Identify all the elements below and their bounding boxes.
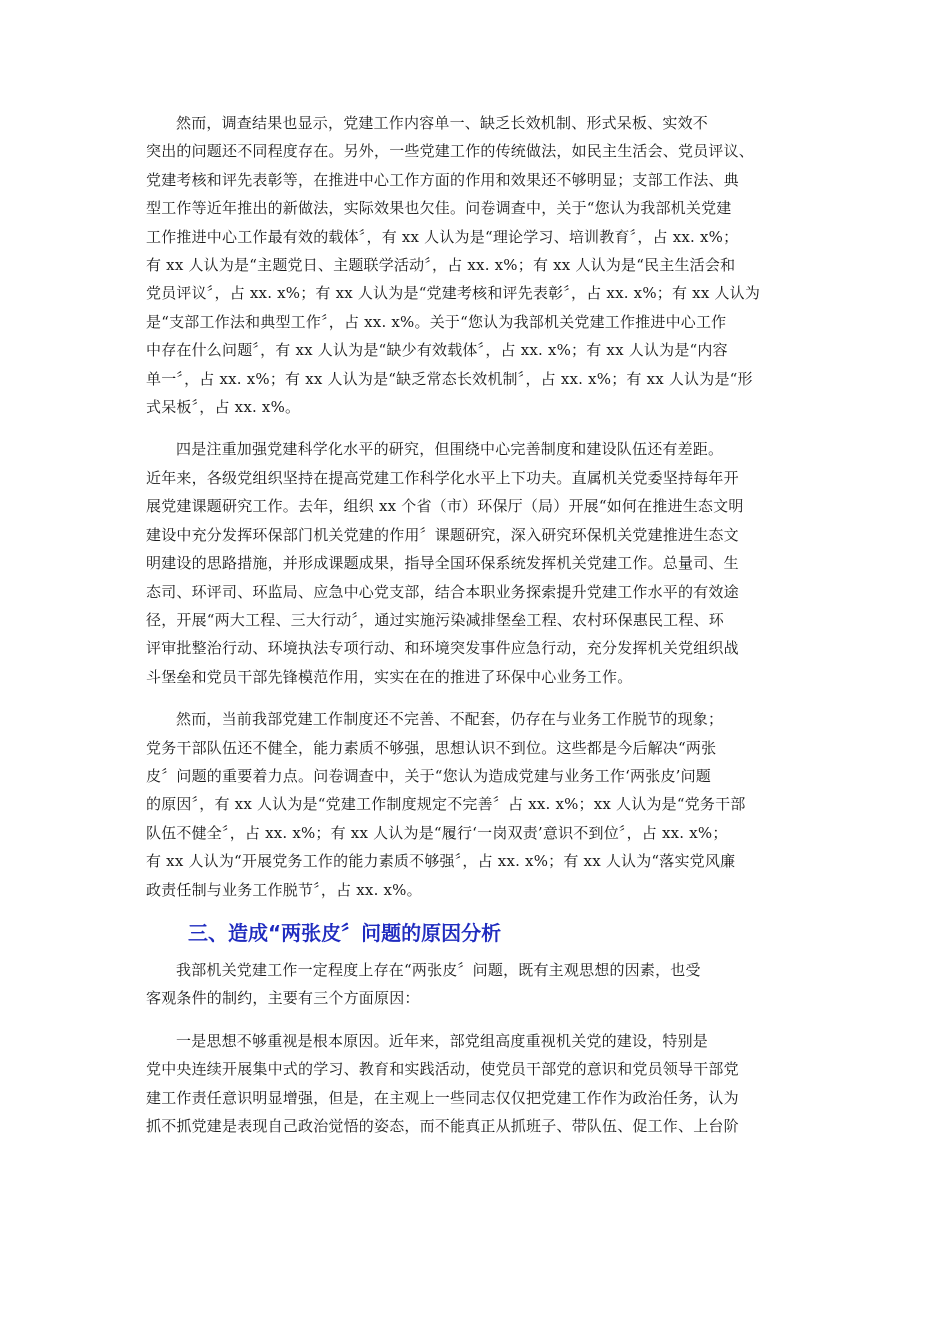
paragraph-cause-intro: 我部机关党建工作一定程度上存在“两张皮〞问题，既有主观思想的因素，也受 客观条件的制约，主要有三个方面原因： xyxy=(146,960,701,1008)
paragraph-system-incomplete: 然而，当前我部党建工作制度还不完善、不配套，仍存在与业务工作脱节的现象； 党务干部队伍还不健全，能力素质不够强，思想认识不到位。这些都是今后解决“两张 皮〞问题的重要着力点。问卷调查中，关于“您认为造成党建与业务工作‘两张皮’问题 的原因〞，有 xx 人认为是“党建工作制度规定不完善〞占 xx. x%；xx 人认为是“党务干部 队伍不健全〞，占 xx. x%；有 xx 人认为是“履行‘一岗双责’意识不到位〞，占 xx. x%； 有 xx 人认为“开展党务工作的能力素质不够强〞，占 xx. x%；有 xx 人认为“落实党风廉 政责任制与业务工作脱节〞，占 xx. x%。 xyxy=(146,710,746,899)
paragraph-cause-one: 一是思想不够重视是根本原因。近年来，部党组高度重视机关党的建设，特别是 党中央连续开展集中式的学习、教育和实践活动，使党员干部党的意识和党员领导干部党 建工作责任意识明显增强，但是，在主观上一些同志仅仅把党建工作作为政治任务，认为 抓不抓党建是表现自己政治觉悟的姿态，而不能真正从抓班子、带队伍、促工作、上台阶 xyxy=(146,1031,739,1135)
section-heading: 三、造成“两张皮〞问题的原因分析 xyxy=(188,920,502,945)
document-body xyxy=(146,109,806,1154)
paragraph-survey-problems: 然而，调查结果也显示，党建工作内容单一、缺乏长效机制、形式呆板、实效不 突出的问题还不同程度存在。另外，一些党建工作的传统做法，如民主生活会、党员评议、 党建考核和评先表彰等，在推进中心工作方面的作用和效果还不够明显；支部工作法、典 型工作等近年推出的新做法，实际效果也欠佳。问卷调查中，关于“您认为我部机关党建 工作推进中心工作最有效的载体〞，有 xx 人认为是“理论学习、培训教育〞，占 xx. x%； 有 xx 人认为是“主题党日、主题联学活动〞，占 xx. x%；有 xx 人认为是“民主生活会和 党员评议〞，占 xx. x%；有 xx 人认为是“党建考核和评先表彰〞，占 xx. x%；有 xx 人认为 是“支部工作法和典型工作〞，占 xx. x%。关于“您认为我部机关党建工作推进中心工作 中存在什么问题〞，有 xx 人认为是“缺少有效载体〞，占 xx. x%；有 xx 人认为是“内容 单一〞，占 xx. x%；有 xx 人认为是“缺乏常态长效机制〞，占 xx. x%；有 xx 人认为是“形 式呆板〞，占 xx. x%。 xyxy=(146,114,761,417)
paragraph-scientific-research: 四是注重加强党建科学化水平的研究，但围绕中心完善制度和建设队伍还有差距。 近年来，各级党组织坚持在提高党建工作科学化水平上下功夫。直属机关党委坚持每年开 展党建课题研究工作。去年，组织 xx 个省（市）环保厅（局）开展“如何在推进生态文明 建设中充分发挥环保部门机关党建的作用〞课题研究，深入研究环保机关党建推进生态文 明建设的思路措施，并形成课题成果，指导全国环保系统发挥机关党建工作。总量司、生 态司、环评司、环监局、应急中心党支部，结合本职业务探索提升党建工作水平的有效途 径，开展“两大工程、三大行动〞，通过实施污染减排堡垒工程、农村环保惠民工程、环 评审批整治行动、环境执法专项行动、和环境突发事件应急行动，充分发挥机关党组织战 斗堡垒和党员干部先锋模范作用，实实在在的推进了环保中心业务工作。 xyxy=(146,440,744,686)
